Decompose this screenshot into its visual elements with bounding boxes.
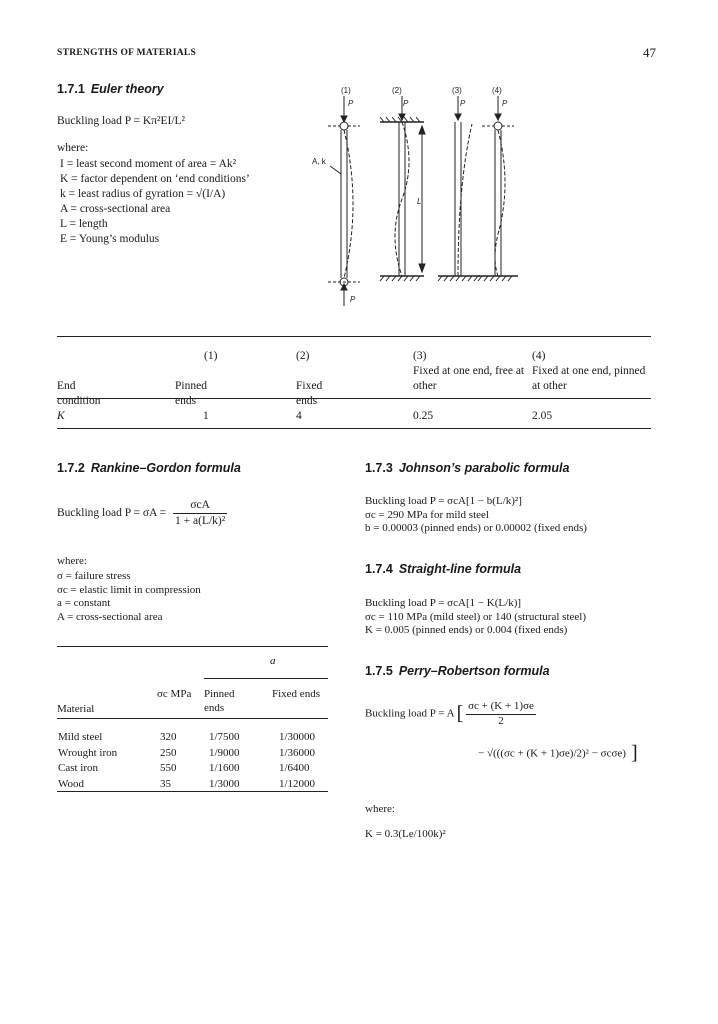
page-number: 47: [643, 45, 656, 60]
condition-cell: Fixed ends: [296, 380, 323, 407]
formula-lead: Buckling load P = A: [365, 707, 454, 720]
straight-line-body: [365, 597, 586, 638]
formula-numerator: σcA: [173, 498, 227, 514]
formula-line: σc = 110 MPa (mild steel) or 140 (structural steel): [365, 610, 586, 623]
formula-lead: Buckling load P = σA =: [57, 507, 167, 520]
load-label: P: [460, 99, 466, 108]
section-number: 1.7.1: [57, 82, 85, 96]
where-label: where:: [57, 142, 89, 154]
fig-label-3: (3): [452, 86, 462, 95]
k-value: 1: [203, 410, 209, 422]
formula-denominator: 2: [498, 714, 504, 727]
formula-root-term: √(((σc + (K + 1)σe)/2)² − σcσe): [486, 747, 626, 760]
cell: Cast iron: [58, 762, 99, 774]
definition-line: E = Young’s modulus: [60, 233, 160, 245]
formula-line: b = 0.00003 (pinned ends) or 0.00002 (fixed ends): [365, 522, 587, 534]
table-row: [57, 761, 328, 777]
cell: 320: [160, 731, 177, 743]
ak-label: A, k: [312, 157, 326, 166]
definition-line: σ = failure stress: [57, 570, 131, 582]
definition-line: a = constant: [57, 597, 111, 609]
load-label: P: [502, 99, 508, 108]
euler-formula: Buckling load P = Kπ²EI/L²: [57, 115, 185, 127]
load-label: P: [348, 99, 354, 108]
cell: 35: [160, 777, 171, 790]
material-rows: [57, 730, 328, 792]
euler-definitions: [60, 157, 250, 247]
formula-line: Buckling load P = σcA[1 − K(L/k)]: [365, 597, 522, 609]
cell: 1/30000: [279, 731, 316, 743]
k-definition: K = 0.3(Le/100k)²: [365, 828, 446, 840]
col-number: (3): [413, 350, 427, 362]
rankine-formula: [57, 498, 227, 529]
end-condition-figure: [300, 84, 530, 314]
section-title: Straight-line formula: [398, 562, 522, 576]
table-group-header: a: [270, 655, 276, 667]
col-number: (2): [296, 350, 310, 362]
section-number: 1.7.3: [365, 461, 393, 475]
section-1-7-4-heading: [365, 562, 521, 576]
cell: 1/6400: [279, 762, 310, 774]
definition-line: k = least radius of gyration = √(I/A): [60, 188, 226, 200]
johnson-body: [365, 495, 587, 536]
k-value: 4: [296, 410, 302, 422]
table-row: [57, 730, 328, 746]
col-number: (1): [204, 350, 218, 362]
cell: 1/12000: [279, 777, 316, 790]
definition-line: A = cross-sectional area: [60, 203, 171, 215]
table-row: [57, 746, 328, 762]
col-number: (4): [532, 350, 546, 362]
where-label: where:: [57, 555, 87, 567]
fig-label-4: (4): [492, 86, 502, 95]
cell: 1/1600: [209, 762, 240, 774]
section-1-7-5-heading: [365, 664, 550, 678]
table-row: [57, 777, 328, 793]
cell: Mild steel: [58, 731, 103, 743]
formula-line: σc = 290 MPa for mild steel: [365, 508, 489, 521]
section-number: 1.7.5: [365, 664, 393, 678]
cell: 1/36000: [279, 746, 316, 759]
cell: 1/7500: [209, 731, 240, 743]
cell: 550: [160, 762, 177, 774]
perry-formula-first-line: Buckling load P = A [ $\frac{\sigma c + (K + 1)\sigma e}{2}$: [365, 700, 534, 727]
formula-numerator: σc + (K + 1)σe: [466, 700, 536, 715]
formula-denominator: 1 + a(L/k)²: [175, 515, 226, 527]
length-label: L: [417, 197, 422, 206]
k-value: 0.25: [413, 410, 434, 422]
rankine-definitions: [57, 570, 201, 624]
definition-line: A = cross-sectional area: [57, 610, 163, 623]
cell: 250: [160, 746, 177, 759]
condition-cell: Fixed at one end, pinned at other: [532, 365, 646, 392]
cell: 1/3000: [209, 777, 240, 790]
header-cell: σc MPa: [157, 688, 192, 700]
formula-line: K = 0.005 (pinned ends) or 0.004 (fixed ends): [365, 624, 568, 636]
section-title: Rankine–Gordon formula: [90, 461, 241, 475]
k-label: K: [57, 410, 65, 422]
definition-line: K = factor dependent on ‘end conditions’: [60, 173, 250, 185]
condition-cell: Pinned ends: [175, 380, 207, 407]
fig-label-2: (2): [392, 86, 402, 95]
header-cell: Pinned ends: [204, 688, 235, 714]
definition-line: I = least second moment of area = Ak²: [60, 158, 237, 170]
cell: Wrought iron: [58, 746, 118, 759]
section-title: Euler theory: [90, 82, 164, 96]
where-label: where:: [365, 803, 395, 815]
section-title: Perry–Robertson formula: [398, 664, 550, 678]
fig-label-1: (1): [341, 86, 351, 95]
perry-formula-second-line: − √(((σc + (K + 1)σe)/2)² − σcσe) ]: [478, 742, 638, 764]
section-number: 1.7.4: [365, 562, 393, 576]
definition-line: σc = elastic limit in compression: [57, 583, 201, 596]
k-value: 2.05: [532, 410, 553, 422]
formula-line: Buckling load P = σcA[1 − b(L/k)²]: [365, 495, 522, 507]
load-label: P: [403, 99, 409, 108]
header-cell: Fixed ends: [272, 688, 320, 700]
definition-line: L = length: [60, 218, 108, 230]
cell: 1/9000: [209, 746, 240, 759]
bottom-load-label: P: [350, 295, 356, 304]
section-number: 1.7.2: [57, 461, 85, 475]
condition-cell: Fixed at one end, free at other: [413, 365, 525, 392]
section-1-7-3-heading: [365, 461, 569, 475]
running-title: STRENGTHS OF MATERIALS: [57, 48, 197, 58]
cell: Wood: [58, 777, 85, 790]
header-cell: Material: [57, 703, 95, 715]
row-header: End condition: [57, 380, 101, 407]
section-1-7-1-heading: [57, 82, 164, 96]
section-1-7-2-heading: [57, 461, 241, 475]
section-title: Johnson’s parabolic formula: [398, 461, 570, 475]
